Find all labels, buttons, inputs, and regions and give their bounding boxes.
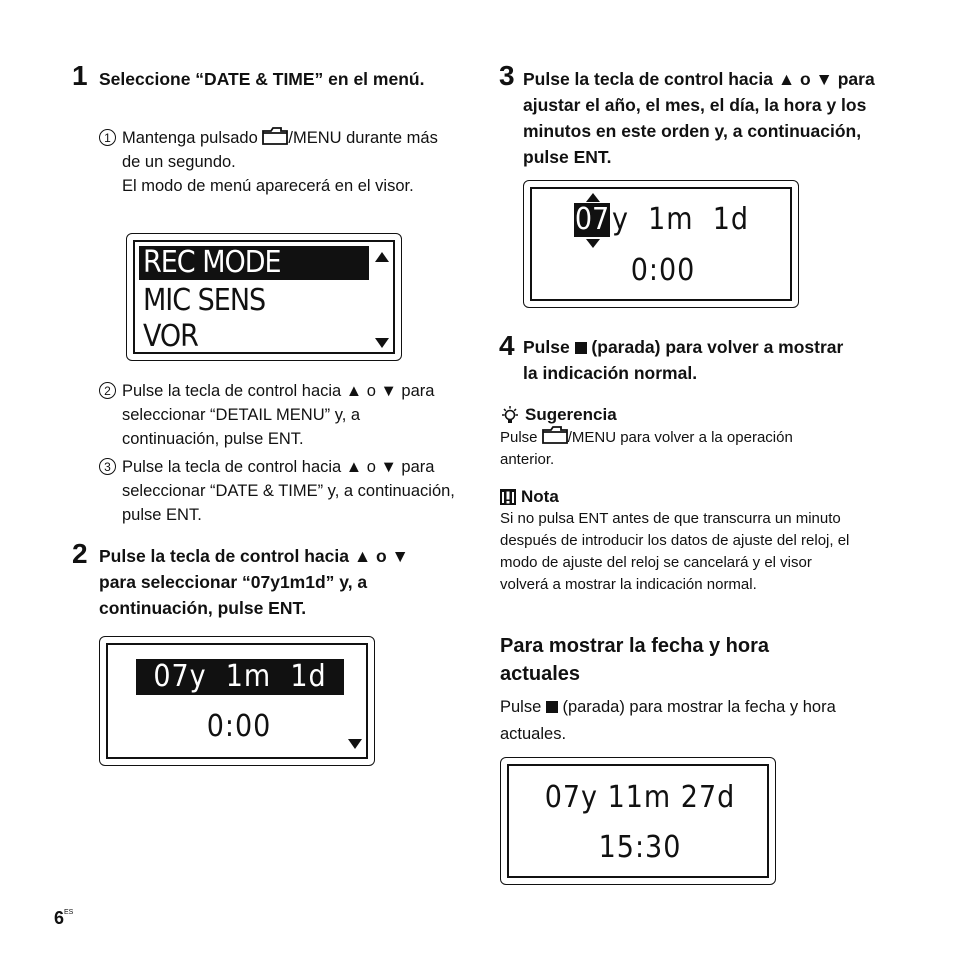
scroll-up-icon — [375, 252, 389, 262]
step-4-number: 4 — [499, 330, 515, 361]
step-4-title — [523, 334, 853, 386]
step-4-title-b: (parada) para volver a mostrar la indicación normal. — [523, 337, 844, 383]
folder-icon — [542, 426, 568, 444]
step-1-substep-3 — [99, 455, 459, 527]
hint-text-b: /MENU para volver a la operación anterior. — [500, 429, 793, 468]
lcd-date: 07y 11m 27d — [544, 780, 736, 815]
step-2-number: 2 — [72, 538, 88, 569]
lcd-time: 15:30 — [598, 830, 682, 865]
step-1-substep-1 — [99, 126, 459, 198]
page-language-code: ES — [64, 909, 74, 916]
page-number — [54, 908, 73, 929]
lcd-year-selected: 07 — [574, 202, 610, 237]
stop-icon — [546, 701, 558, 713]
hint-text — [500, 426, 850, 471]
note-text: Si no pulsa ENT antes de que transcurra un minuto después de introducir los datos de ajuste del reloj, el modo de ajuste del reloj se cancelará y el visor volverá a mostrar la indicación normal. — [500, 510, 850, 593]
lcd-time: 0:00 — [630, 253, 696, 288]
lcd-menu-display — [126, 233, 402, 361]
step-2-title: Pulse la tecla de control hacia ▲ o ▼ para seleccionar “07y1m1d” y, a continuación, pulse ENT. — [99, 546, 409, 618]
folder-icon — [262, 127, 288, 145]
scroll-down-icon — [348, 739, 362, 749]
substep-number: 2 — [99, 382, 116, 399]
substep-text-a: Mantenga pulsado — [122, 129, 263, 147]
current-text-b: (parada) para mostrar la fecha y hora actuales. — [500, 698, 836, 743]
hint-text-a: Pulse — [500, 429, 542, 446]
step-3-number: 3 — [499, 60, 515, 91]
stop-icon — [575, 342, 587, 354]
hint-heading: Sugerencia — [525, 405, 617, 424]
note-icon — [500, 489, 516, 505]
lcd-date-rest: y 1m 1d — [612, 202, 750, 237]
page-number-value: 6 — [54, 908, 65, 928]
lightbulb-icon — [500, 405, 520, 425]
hint-heading-row — [500, 402, 617, 428]
substep-text: Pulse la tecla de control hacia ▲ o ▼ para seleccionar “DETAIL MENU” y, a continuación, pulse ENT. — [122, 382, 435, 448]
step-1-number: 1 — [72, 60, 88, 91]
substep-number: 3 — [99, 458, 116, 475]
menu-item: MIC SENS — [143, 283, 266, 318]
adjust-down-icon — [586, 239, 600, 248]
scroll-down-icon — [375, 338, 389, 348]
current-datetime-text — [500, 694, 880, 748]
lcd-current-datetime-display — [500, 757, 776, 885]
lcd-date-select-display — [99, 636, 375, 766]
substep-text-c: El modo de menú aparecerá en el visor. — [122, 177, 414, 195]
step-1-title: Seleccione “DATE & TIME” en el menú. — [99, 69, 425, 89]
current-text-a: Pulse — [500, 698, 546, 716]
step-1-substep-2 — [99, 379, 459, 451]
substep-text: Pulse la tecla de control hacia ▲ o ▼ para seleccionar “DATE & TIME” y, a continuación, pulse ENT. — [122, 458, 455, 524]
lcd-date-selected: 07y 1m 1d — [136, 659, 344, 695]
step-3-title: Pulse la tecla de control hacia ▲ o ▼ para ajustar el año, el mes, el día, la hora y los minutos en este orden y, a continuación, pulse ENT. — [523, 69, 875, 167]
step-4-title-a: Pulse — [523, 337, 575, 357]
lcd-time: 0:00 — [206, 709, 272, 744]
note-heading: Nota — [521, 487, 559, 506]
note-heading-row — [500, 484, 559, 510]
substep-number: 1 — [99, 129, 116, 146]
substep-text-b: /MENU durante más de un segundo. — [122, 129, 438, 171]
menu-item-selected: REC MODE — [139, 246, 369, 280]
menu-item: VOR — [143, 319, 198, 354]
lcd-date-adjust-display — [523, 180, 799, 308]
current-datetime-heading: Para mostrar la fecha y hora actuales — [500, 635, 770, 685]
adjust-up-icon — [586, 193, 600, 202]
